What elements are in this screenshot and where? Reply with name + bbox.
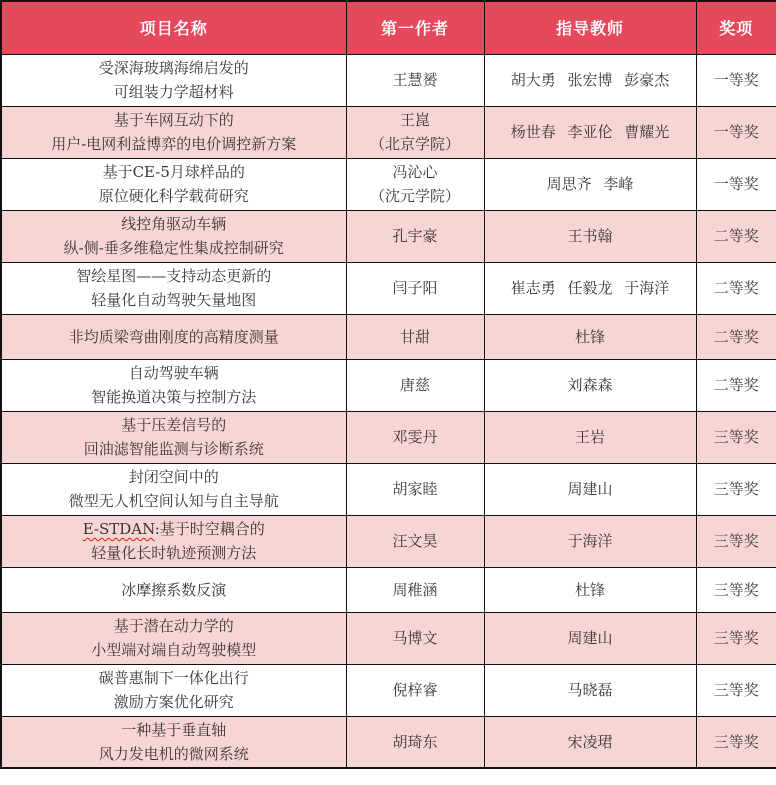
table-row bbox=[1, 716, 776, 768]
project-name-cell: 冰摩擦系数反演 bbox=[1, 567, 346, 612]
advisors-cell: 马晓磊 bbox=[484, 664, 696, 716]
advisors-cell: 王书翰 bbox=[484, 210, 696, 262]
table-row bbox=[1, 262, 776, 314]
project-name-cell: 基于车网互动下的 用户-电网利益博弈的电价调控新方案 bbox=[1, 106, 346, 158]
award-cell: 三等奖 bbox=[696, 664, 776, 716]
table-row bbox=[1, 463, 776, 515]
first-author-cell: 唐慈 bbox=[346, 359, 484, 411]
award-cell: 三等奖 bbox=[696, 567, 776, 612]
first-author-cell: 王崑 （北京学院） bbox=[346, 106, 484, 158]
first-author-cell: 汪文昊 bbox=[346, 515, 484, 567]
advisors-cell: 王岩 bbox=[484, 411, 696, 463]
project-name-cell: 受深海玻璃海绵启发的 可组装力学超材料 bbox=[1, 54, 346, 106]
first-author-cell: 邓雯丹 bbox=[346, 411, 484, 463]
award-cell: 一等奖 bbox=[696, 158, 776, 210]
award-cell: 二等奖 bbox=[696, 262, 776, 314]
project-name-cell: 自动驾驶车辆 智能换道决策与控制方法 bbox=[1, 359, 346, 411]
awards-table-body bbox=[1, 54, 776, 768]
project-name-cell: 基于CE-5月球样品的 原位硬化科学载荷研究 bbox=[1, 158, 346, 210]
project-name-cell: E-STDAN:基于时空耦合的 轻量化长时轨迹预测方法 bbox=[1, 515, 346, 567]
col-header-first-author: 第一作者 bbox=[346, 1, 484, 54]
col-header-project-name: 项目名称 bbox=[1, 1, 346, 54]
award-cell: 三等奖 bbox=[696, 411, 776, 463]
table-row bbox=[1, 612, 776, 664]
table-row bbox=[1, 210, 776, 262]
award-cell: 二等奖 bbox=[696, 314, 776, 359]
col-header-advisors: 指导教师 bbox=[484, 1, 696, 54]
advisors-cell: 周建山 bbox=[484, 612, 696, 664]
project-name-cell: 基于潜在动力学的 小型端对端自动驾驶模型 bbox=[1, 612, 346, 664]
advisors-cell: 胡大勇 张宏博 彭豪杰 bbox=[484, 54, 696, 106]
col-header-award: 奖项 bbox=[696, 1, 776, 54]
award-cell: 二等奖 bbox=[696, 359, 776, 411]
award-cell: 三等奖 bbox=[696, 612, 776, 664]
first-author-cell: 闫子阳 bbox=[346, 262, 484, 314]
project-name-cell: 非均质梁弯曲刚度的高精度测量 bbox=[1, 314, 346, 359]
first-author-cell: 孔宇豪 bbox=[346, 210, 484, 262]
advisors-cell: 杜锋 bbox=[484, 567, 696, 612]
award-cell: 三等奖 bbox=[696, 463, 776, 515]
table-row bbox=[1, 54, 776, 106]
advisors-cell: 崔志勇 任毅龙 于海洋 bbox=[484, 262, 696, 314]
spellcheck-wavy-underline-text: E-STDAN bbox=[82, 520, 155, 538]
header-row bbox=[1, 1, 776, 54]
first-author-cell: 马博文 bbox=[346, 612, 484, 664]
advisors-cell: 杜锋 bbox=[484, 314, 696, 359]
advisors-cell: 周建山 bbox=[484, 463, 696, 515]
first-author-cell: 甘甜 bbox=[346, 314, 484, 359]
project-name-cell: 基于压差信号的 回油滤智能监测与诊断系统 bbox=[1, 411, 346, 463]
award-cell: 三等奖 bbox=[696, 515, 776, 567]
advisors-cell: 于海洋 bbox=[484, 515, 696, 567]
project-name-cell: 碳普惠制下一体化出行 激励方案优化研究 bbox=[1, 664, 346, 716]
project-name-cell: 线控角驱动车辆 纵-侧-垂多维稳定性集成控制研究 bbox=[1, 210, 346, 262]
first-author-cell: 倪梓睿 bbox=[346, 664, 484, 716]
awards-table-header bbox=[1, 1, 776, 54]
table-row bbox=[1, 314, 776, 359]
table-row bbox=[1, 106, 776, 158]
advisors-cell: 刘森森 bbox=[484, 359, 696, 411]
table-row bbox=[1, 359, 776, 411]
first-author-cell: 周稚涵 bbox=[346, 567, 484, 612]
advisors-cell: 宋凌珺 bbox=[484, 716, 696, 768]
first-author-cell: 胡家睦 bbox=[346, 463, 484, 515]
project-name-cell: 智绘星图——支持动态更新的 轻量化自动驾驶矢量地图 bbox=[1, 262, 346, 314]
advisors-cell: 杨世春 李亚伦 曹耀光 bbox=[484, 106, 696, 158]
table-row bbox=[1, 567, 776, 612]
first-author-cell: 王慧赟 bbox=[346, 54, 484, 106]
project-name-cell: 一种基于垂直轴 风力发电机的微网系统 bbox=[1, 716, 346, 768]
advisors-cell: 周思齐 李峰 bbox=[484, 158, 696, 210]
award-cell: 一等奖 bbox=[696, 54, 776, 106]
table-row bbox=[1, 664, 776, 716]
award-cell: 二等奖 bbox=[696, 210, 776, 262]
first-author-cell: 冯沁心 （沈元学院） bbox=[346, 158, 484, 210]
first-author-cell: 胡琦东 bbox=[346, 716, 484, 768]
table-row bbox=[1, 515, 776, 567]
table-row bbox=[1, 158, 776, 210]
award-cell: 三等奖 bbox=[696, 716, 776, 768]
project-name-cell: 封闭空间中的 微型无人机空间认知与自主导航 bbox=[1, 463, 346, 515]
table-row bbox=[1, 411, 776, 463]
award-cell: 一等奖 bbox=[696, 106, 776, 158]
